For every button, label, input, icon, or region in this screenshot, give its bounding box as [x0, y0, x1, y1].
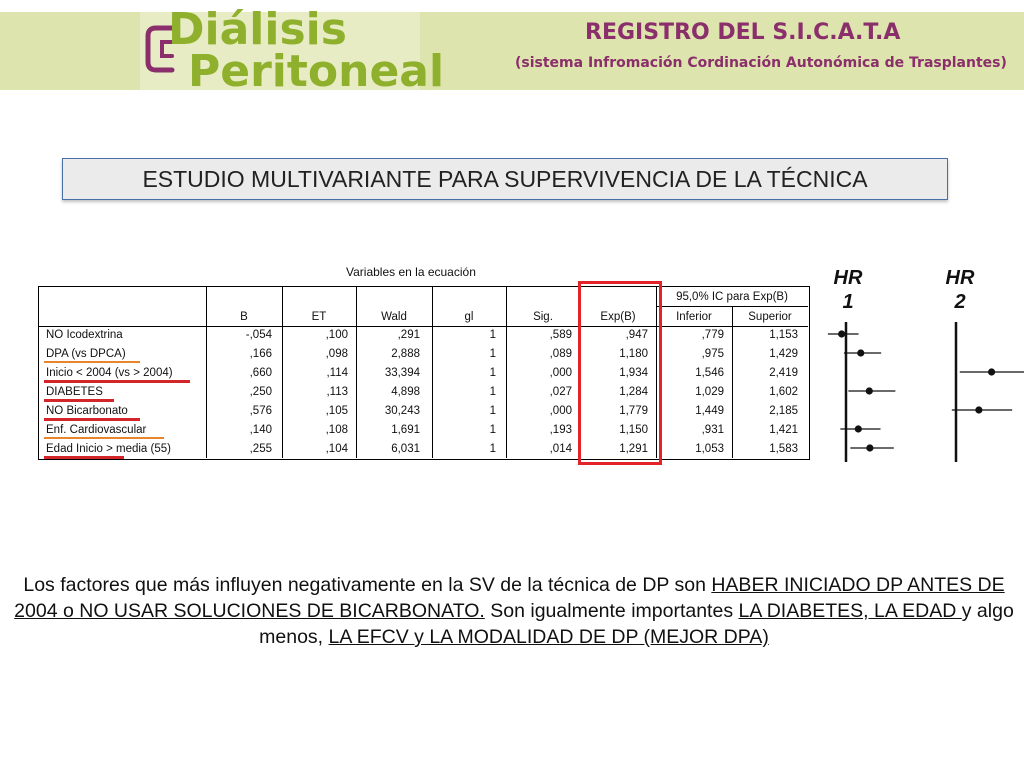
table-cell: 1,691: [391, 424, 420, 436]
table-cell: 1,602: [769, 386, 798, 398]
hr-point: [988, 368, 995, 375]
hr2-label-line1: HR: [945, 267, 975, 289]
table-cell: 1,284: [619, 386, 648, 398]
table-cell: 33,394: [384, 367, 420, 379]
hr-point: [975, 406, 982, 413]
table-cell: 1,180: [619, 348, 648, 360]
table-cell: 1,779: [619, 405, 648, 417]
study-title: ESTUDIO MULTIVARIANTE PARA SUPERVIVENCIA DE LA TÉCNICA: [62, 158, 948, 200]
label-underline: [44, 399, 114, 402]
conclusion-underlined1: HABER INICIADO DP ANTES DE 2004 o NO USAR SOLUCIONES DE BICARBONATO.: [14, 574, 1005, 622]
logo-text-dialisis: Diálisis: [168, 4, 347, 55]
label-underline: [44, 437, 164, 439]
table-cell: 1,583: [769, 443, 798, 455]
expb-highlight-frame: [578, 281, 662, 465]
registry-title: REGISTRO DEL S.I.C.A.T.A: [585, 20, 901, 45]
registry-subtitle: (sistema Infromación Cordinación Autonómica de Trasplantes): [515, 55, 1007, 71]
table-caption: Variables en la ecuación: [346, 265, 476, 279]
table-cell: 1: [489, 348, 496, 360]
hr-point: [857, 349, 864, 356]
hr-point: [855, 425, 862, 432]
column-header: B: [240, 311, 248, 323]
column-header: Superior: [748, 311, 792, 323]
table-cell: 4,898: [391, 386, 420, 398]
table-cell: ,255: [249, 443, 272, 455]
table-cell: 2,419: [769, 367, 798, 379]
conclusion-part3: y algo menos,: [259, 600, 1014, 648]
table-cell: ,779: [701, 329, 724, 341]
table-cell: ,089: [549, 348, 572, 360]
hr2-label-line2: 2: [954, 291, 966, 313]
table-divider: [38, 326, 808, 327]
label-underline: [44, 418, 140, 421]
table-cell: ,100: [325, 329, 348, 341]
table-cell: 2,185: [769, 405, 798, 417]
row-label: DPA (vs DPCA): [46, 348, 126, 360]
table-cell: 1: [489, 386, 496, 398]
table-cell: ,113: [326, 386, 348, 398]
hr-point: [866, 387, 873, 394]
table-cell: 30,243: [384, 405, 420, 417]
conclusion-underlined2: LA DIABETES, LA EDAD: [738, 600, 962, 622]
slide-header: [0, 0, 1024, 97]
forest-plot-svg: [810, 262, 1024, 472]
column-header: gl: [464, 311, 474, 323]
column-header: ET: [311, 311, 327, 323]
table-cell: ,947: [625, 329, 648, 341]
table-cell: ,105: [325, 405, 348, 417]
table-cell: ,000: [549, 405, 572, 417]
logo-text-peritoneal: Peritoneal: [188, 46, 445, 97]
table-cell: ,108: [325, 424, 348, 436]
table-cell: ,576: [249, 405, 272, 417]
label-underline: [44, 361, 140, 363]
table-cell: 1,934: [619, 367, 648, 379]
hr-point: [838, 330, 845, 337]
column-header: Sig.: [533, 311, 553, 323]
table-cell: 1,029: [695, 386, 724, 398]
row-label: NO Bicarbonato: [46, 405, 128, 417]
table-cell: 2,888: [391, 348, 420, 360]
ci-header: 95,0% IC para Exp(B): [676, 291, 788, 303]
conclusion-text: [14, 572, 1014, 650]
row-label: DIABETES: [46, 386, 103, 398]
table-cell: 1,546: [695, 367, 724, 379]
column-header: Inferior: [676, 311, 712, 323]
table-cell: 1: [489, 443, 496, 455]
table-cell: -,054: [245, 329, 272, 341]
table-cell: ,291: [397, 329, 420, 341]
label-underline: [44, 456, 124, 459]
table-cell: 1,291: [619, 443, 648, 455]
table-cell: ,104: [325, 443, 348, 455]
table-cell: 1,153: [769, 329, 798, 341]
table-cell: 1: [489, 329, 496, 341]
conclusion-part1: Los factores que más influyen negativamente en la SV de la técnica de DP son: [23, 574, 712, 596]
column-header: Exp(B): [600, 311, 636, 323]
table-cell: 1,053: [695, 443, 724, 455]
row-label: Enf. Cardiovascular: [46, 424, 147, 436]
table-cell: ,114: [326, 367, 348, 379]
table-cell: ,166: [249, 348, 272, 360]
table-cell: 1,449: [695, 405, 724, 417]
row-label: Inicio < 2004 (vs > 2004): [46, 367, 173, 379]
table-divider: [656, 306, 808, 307]
hr1-label-line1: HR: [833, 267, 863, 289]
results-table: [38, 286, 810, 460]
table-cell: ,931: [701, 424, 724, 436]
table-cell: ,589: [549, 329, 572, 341]
header-band-left: [0, 12, 140, 90]
table-cell: ,975: [701, 348, 724, 360]
table-cell: ,140: [249, 424, 272, 436]
conclusion-underlined3: LA EFCV y LA MODALIDAD DE DP (MEJOR DPA): [328, 626, 769, 648]
table-cell: 1,429: [769, 348, 798, 360]
table-cell: 1: [489, 424, 496, 436]
row-label: Edad Inicio > media (55): [46, 443, 171, 455]
column-header: Wald: [381, 311, 407, 323]
conclusion-part2: Son igualmente importantes: [484, 600, 739, 622]
hr-point: [866, 444, 873, 451]
table-cell: ,193: [549, 424, 572, 436]
table-cell: ,250: [249, 386, 272, 398]
row-label: NO Icodextrina: [46, 329, 123, 341]
table-cell: 1: [489, 405, 496, 417]
label-underline: [44, 380, 190, 383]
table-cell: 1,421: [769, 424, 798, 436]
table-cell: 6,031: [391, 443, 420, 455]
table-cell: ,660: [249, 367, 272, 379]
hr1-label-line2: 1: [842, 291, 854, 313]
forest-plot: [810, 262, 1024, 472]
table-cell: ,014: [549, 443, 572, 455]
table-cell: ,098: [325, 348, 348, 360]
table-cell: ,027: [549, 386, 572, 398]
table-cell: 1,150: [619, 424, 648, 436]
table-cell: ,000: [549, 367, 572, 379]
table-cell: 1: [489, 367, 496, 379]
